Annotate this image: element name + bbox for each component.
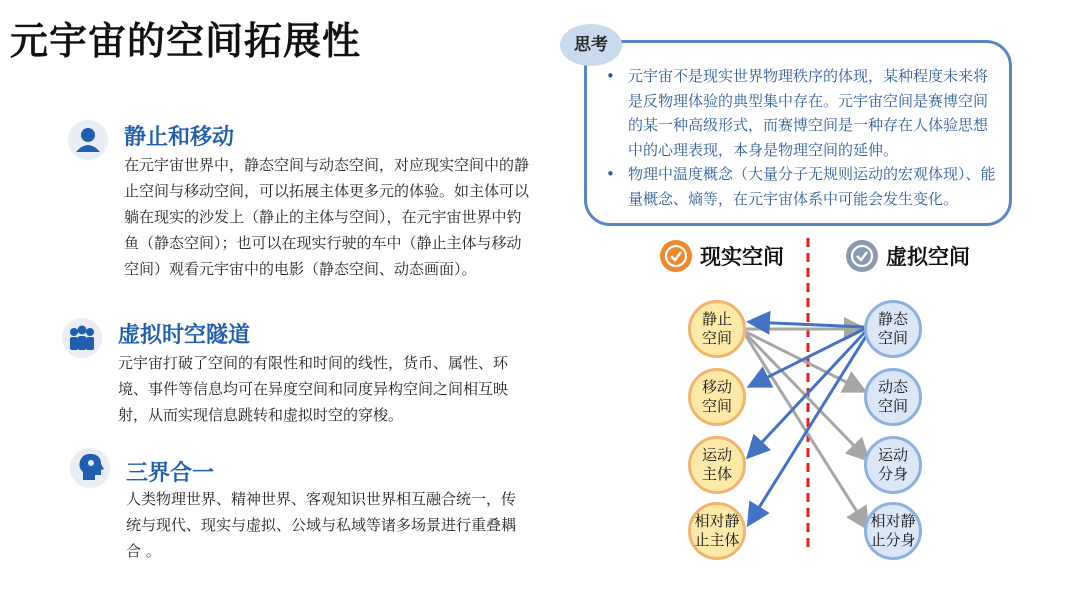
arrow-virtual-to-static-space — [752, 322, 864, 327]
node-virtual-dynamic-space: 动态 空间 — [864, 368, 922, 426]
bullet-icon: • — [606, 165, 615, 183]
bullet-icon: • — [606, 67, 615, 85]
node-virtual-relative-static-avatar: 相对静 止分身 — [864, 502, 922, 560]
real-space-title: 现实空间 — [700, 245, 784, 269]
page-title: 元宇宙的空间拓展性 — [10, 19, 362, 63]
node-real-moving-space: 移动 空间 — [688, 368, 746, 426]
node-real-moving-body: 运动 主体 — [688, 436, 746, 494]
section-body-virtual-tunnel: 元宇宙打破了空间的有限性和时间的线性，货币、属性、环境、事件等信息均可在异度空间和同度异构空间之间相互映射，从而实现信息跳转和虚拟时空的穿梭。 — [118, 354, 509, 424]
think-item-text: 元宇宙不是现实世界物理秩序的体现，某种程度未来将是反物理体验的典型集中存在。元宇宙空间是赛博空间的某一种高级形式，而赛博空间是一种存在人体验思想中的心理表现，本身是物理空间的延伸。 — [628, 67, 989, 159]
node-virtual-static-space: 静态 空间 — [864, 300, 922, 358]
section-heading-three-realms: 三界合一 — [126, 461, 215, 486]
think-badge: 思考 — [560, 24, 622, 66]
virtual-space-title: 虚拟空间 — [886, 245, 970, 269]
think-item-text: 物理中温度概念（大量分子无规则运动的宏观体现）、能量概念、熵等，在元宇宙体系中可能会发生变化。 — [628, 165, 996, 208]
section-heading-virtual-tunnel: 虚拟时空隧道 — [118, 323, 251, 348]
section-heading-static-moving: 静止和移动 — [124, 125, 235, 150]
node-real-static-space: 静止 空间 — [688, 300, 746, 358]
section-body-static-moving: 在元宇宙世界中，静态空间与动态空间，对应现实空间中的静止空间与移动空间，可以拓展主体更多元的体验。如主体可以躺在现实的沙发上（静止的主体与空间），在元宇宙世界中钓鱼（静态空间）；也可以在现实行驶的车中（静止主体与移动空间）观看元宇宙中的电影（静态空间、动态画面）。 — [124, 156, 530, 278]
node-virtual-moving-avatar: 运动 分身 — [864, 436, 922, 494]
section-body-three-realms: 人类物理世界、精神世界、客观知识世界相互融合统一，传统与现代、现实与虚拟、公域与私域等诸多场景进行重叠耦合 。 — [126, 490, 517, 560]
node-real-relative-static-body: 相对静 止主体 — [688, 502, 746, 560]
